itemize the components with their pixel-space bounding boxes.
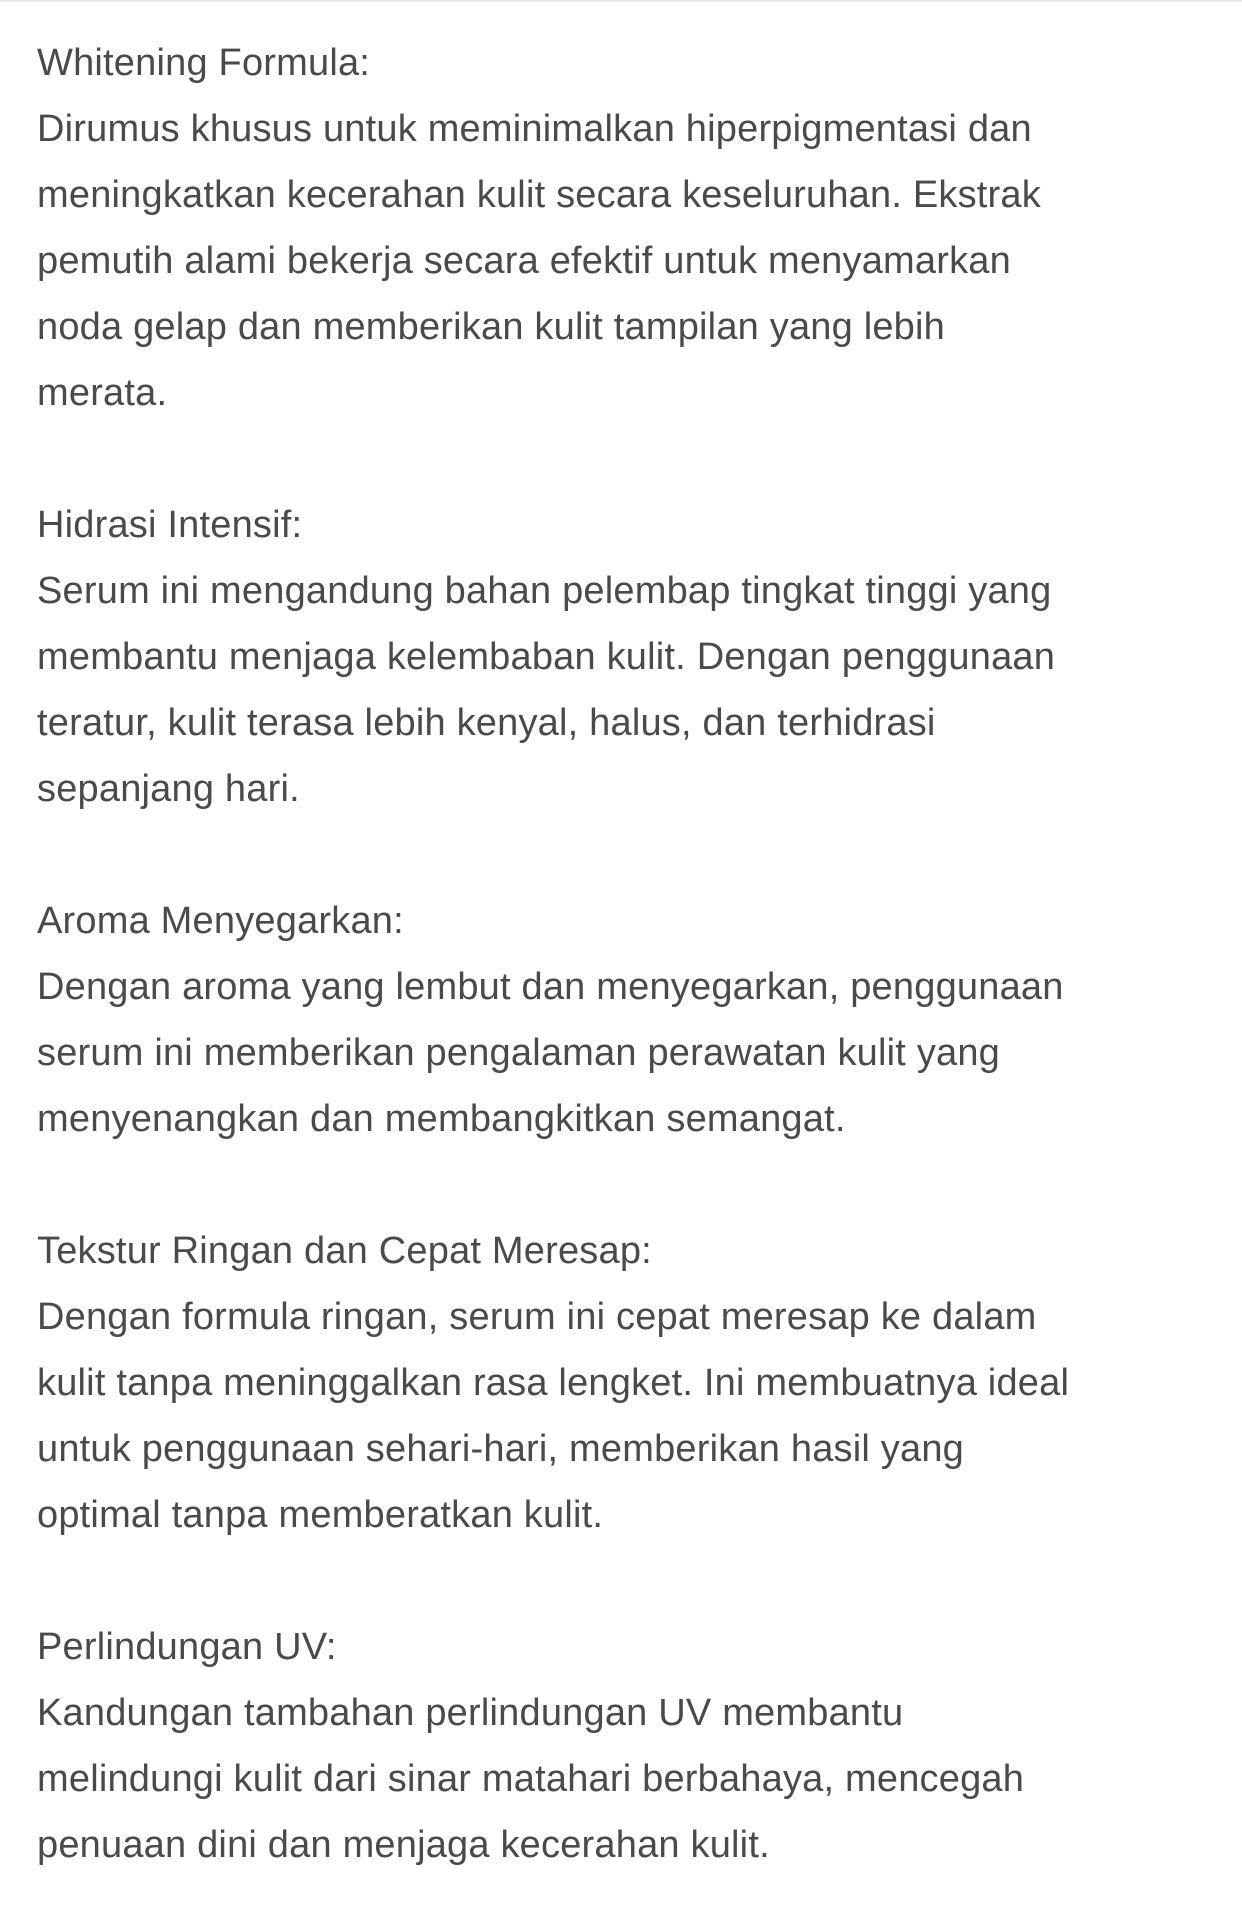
section-body: Serum ini mengandung bahan pelembap tingkat tinggi yang membantu menjaga kelembaban kulit. Dengan penggunaan teratur, kulit terasa lebih kenyal, halus, dan terhidrasi sepanjang hari. bbox=[37, 570, 1056, 810]
section-perlindungan-uv bbox=[37, 1614, 1217, 1878]
section-body: Kandungan tambahan perlindungan UV membantu melindungi kulit dari sinar matahari berbahaya, mencegah penuaan dini dan menjaga kecerahan kulit. bbox=[37, 1692, 1025, 1866]
section-aroma-menyegarkan bbox=[37, 888, 1217, 1152]
section-body: Dengan aroma yang lembut dan menyegarkan, penggunaan serum ini memberikan pengalaman perawatan kulit yang menyenangkan dan membangkitkan semangat. bbox=[37, 966, 1064, 1140]
section-title: Perlindungan UV: bbox=[37, 1626, 337, 1668]
section-body: Dirumus khusus untuk meminimalkan hiperpigmentasi dan meningkatkan kecerahan kulit secara keseluruhan. Ekstrak pemutih alami bekerja secara efektif untuk menyamarkan noda gelap dan memberikan kulit tampilan yang lebih merata. bbox=[37, 108, 1041, 414]
section-body: Dengan formula ringan, serum ini cepat meresap ke dalam kulit tanpa meninggalkan rasa lengket. Ini membuatnya ideal untuk penggunaan sehari-hari, memberikan hasil yang optimal tanpa memberatkan kulit. bbox=[37, 1296, 1070, 1536]
section-title: Whitening Formula: bbox=[37, 42, 371, 84]
section-title: Hidrasi Intensif: bbox=[37, 504, 303, 546]
section-title: Tekstur Ringan dan Cepat Meresap: bbox=[37, 1230, 652, 1272]
top-divider bbox=[0, 0, 1242, 2]
section-hidrasi-intensif bbox=[37, 492, 1217, 822]
section-tekstur-ringan bbox=[37, 1218, 1217, 1548]
product-description bbox=[37, 30, 1217, 1878]
section-title: Aroma Menyegarkan: bbox=[37, 900, 404, 942]
section-whitening-formula bbox=[37, 30, 1217, 426]
